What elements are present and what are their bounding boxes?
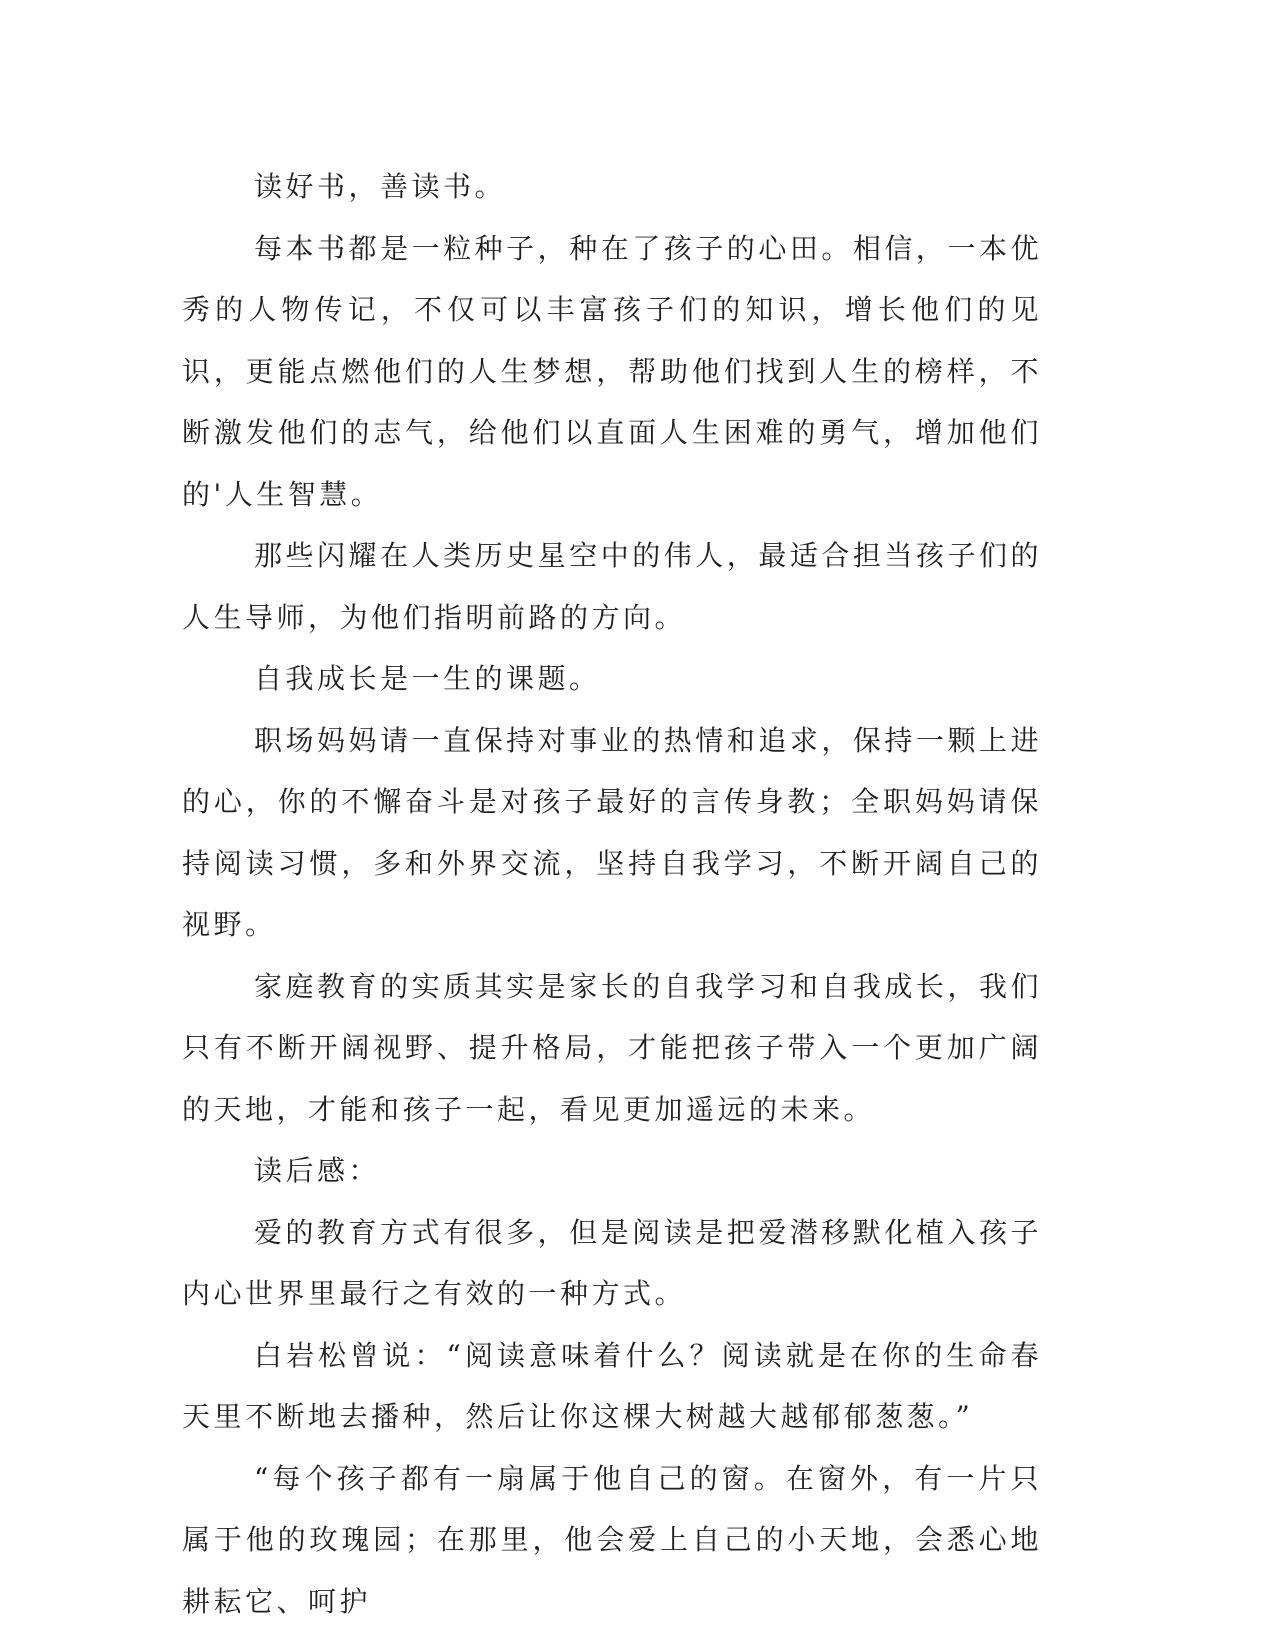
paragraph: 白岩松曾说：“阅读意味着什么？阅读就是在你的生命春天里不断地去播种，然后让你这棵大树越大越郁郁葱葱。”: [182, 1338, 1042, 1433]
paragraph: 读后感：: [254, 1154, 381, 1187]
paragraph: 那些闪耀在人类历史星空中的伟人，最适合担当孩子们的人生导师，为他们指明前路的方向。: [182, 539, 1042, 634]
paragraph: 家庭教育的实质其实是家长的自我学习和自我成长，我们只有不断开阔视野、提升格局，才能把孩子带入一个更加广阔的天地，才能和孩子一起，看见更加遥远的未来。: [182, 969, 1042, 1126]
paragraph: 爱的教育方式有很多，但是阅读是把爱潜移默化植入孩子内心世界里最行之有效的一种方式。: [182, 1215, 1042, 1310]
document-body: [182, 156, 1042, 1632]
paragraph: 职场妈妈请一直保持对事业的热情和追求，保持一颗上进的心，你的不懈奋斗是对孩子最好的言传身教；全职妈妈请保持阅读习惯，多和外界交流，坚持自我学习，不断开阔自己的视野。: [182, 723, 1042, 941]
paragraph: 每本书都是一粒种子，种在了孩子的心田。相信，一本优秀的人物传记，不仅可以丰富孩子们的知识，增长他们的见识，更能点燃他们的人生梦想，帮助他们找到人生的榜样，不断激发他们的志气，给他们以直面人生困难的勇气，增加他们的'人生智慧。: [182, 231, 1042, 511]
paragraph: “每个孩子都有一扇属于他自己的窗。在窗外，有一片只属于他的玫瑰园；在那里，他会爱上自己的小天地，会悉心地耕耘它、呵护: [182, 1461, 1042, 1618]
paragraph: 自我成长是一生的课题。: [254, 662, 601, 695]
paragraph: 读好书，善读书。: [254, 170, 507, 203]
